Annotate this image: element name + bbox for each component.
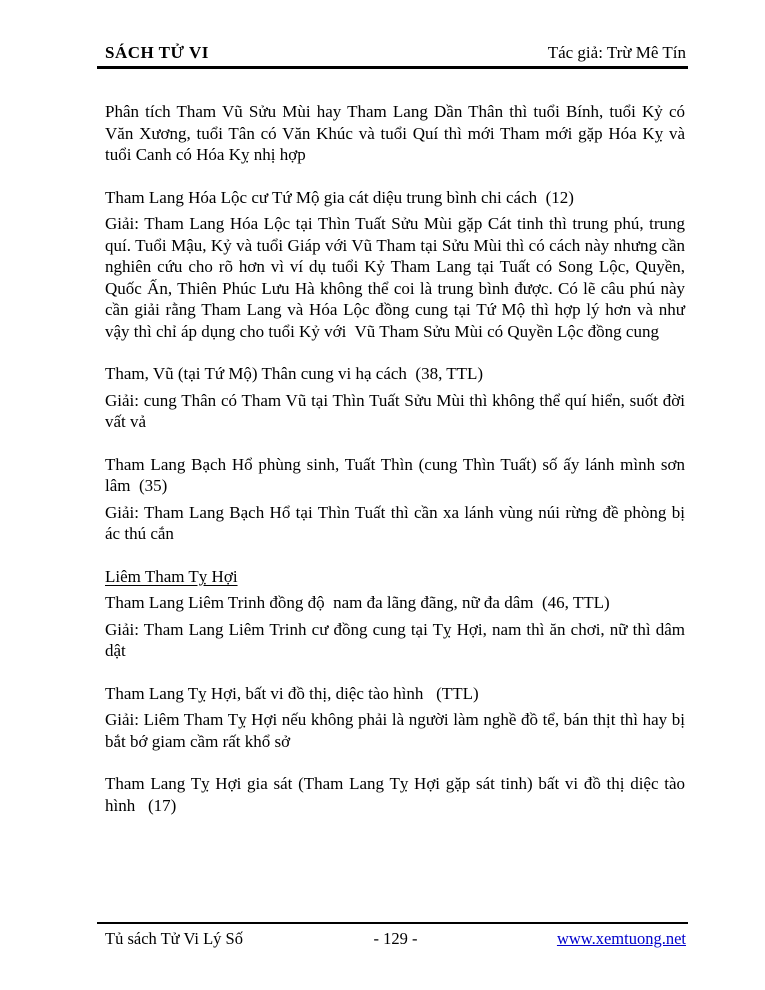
website-link[interactable]: www.xemtuong.net bbox=[556, 929, 687, 948]
giai-paragraph: Giải: Liêm Tham Tỵ Hợi nếu không phải là người làm nghề đồ tể, bán thịt thì hay bị bắt bớ giam cầm rất khổ sở bbox=[105, 710, 690, 751]
giai-paragraph: Giải: Tham Lang Hóa Lộc tại Thìn Tuất Sửu Mùi gặp Cát tinh thì trung phú, trung quí. Tuổi Mậu, Kỷ và tuổi Giáp với Vũ Tham tại Sửu Mùi thì có cách này nhưng cần nghiên cứu cho rõ hơn vì ví dụ tuổi Kỷ Tham Lang tại Tuất có Song Lộc, Quyền, Quốc Ấn, Thiên Phúc Lưu Hà không thể coi là trung bình được. Có lẽ câu phú này cần giải rằng Tham Lang và Hóa Lộc đồng cung tại Tứ Mộ thì hợp lý hơn và như vậy thì chỉ áp dụng cho tuổi Kỷ với Vũ Tham Sửu Mùi có Quyền Lộc đồng cung bbox=[105, 214, 690, 341]
phu-line: Tham, Vũ (tại Tứ Mộ) Thân cung vi hạ cách (38, TTL) bbox=[105, 364, 484, 383]
header-rule bbox=[97, 66, 688, 69]
author-credit: Tác giả: Trừ Mê Tín bbox=[547, 43, 686, 62]
verse-section bbox=[105, 363, 690, 433]
giai-paragraph: Giải: Tham Lang Bạch Hổ tại Thìn Tuất thì cần xa lánh vùng núi rừng đề phòng bị ác thú cắn bbox=[105, 502, 690, 543]
section-heading: Liêm Tham Tỵ Hợi bbox=[105, 566, 238, 586]
verse-section bbox=[105, 454, 690, 545]
intro-paragraph: Phân tích Tham Vũ Sửu Mùi hay Tham Lang Dần Thân thì tuổi Bính, tuổi Kỷ có Văn Xương, tuổi Tân có Văn Khúc và tuổi Quí thì mới Tham mới gặp Hóa Kỵ và tuổi Canh có Hóa Kỵ nhị hợp bbox=[105, 102, 690, 164]
series-title: Tủ sách Tử Vi Lý Số bbox=[105, 929, 243, 948]
phu-line: Tham Lang Tỵ Hợi gia sát (Tham Lang Tỵ Hợi gặp sát tinh) bất vi đồ thị diệc tào hình (17) bbox=[105, 774, 690, 815]
verse-section bbox=[105, 683, 690, 753]
phu-line: Tham Lang Hóa Lộc cư Tứ Mộ gia cát diệu trung bình chi cách (12) bbox=[105, 187, 574, 207]
phu-line: Tham Lang Liêm Trinh đồng độ nam đa lãng đãng, nữ đa dâm (46, TTL) bbox=[105, 593, 610, 612]
header-row bbox=[97, 42, 688, 66]
verse-section bbox=[105, 187, 690, 343]
page-number: - 129 - bbox=[373, 929, 418, 948]
page-header bbox=[97, 42, 688, 69]
verse-section bbox=[105, 773, 690, 816]
page-footer bbox=[97, 922, 688, 949]
phu-line: Tham Lang Bạch Hổ phùng sinh, Tuất Thìn (cung Thìn Tuất) số ấy lánh mình sơn lâm (35) bbox=[105, 454, 690, 495]
giai-paragraph: Giải: cung Thân có Tham Vũ tại Thìn Tuất Sửu Mùi thì không thể quí hiển, suốt đời vất vả bbox=[105, 390, 690, 431]
verse-section bbox=[105, 592, 690, 662]
footer-row bbox=[97, 924, 688, 949]
giai-paragraph: Giải: Tham Lang Liêm Trinh cư đồng cung tại Tỵ Hợi, nam thì ăn chơi, nữ thì dâm dật bbox=[105, 619, 690, 660]
book-title: SÁCH TỬ VI bbox=[105, 43, 209, 62]
page-body bbox=[105, 101, 690, 821]
phu-line: Tham Lang Tỵ Hợi, bất vi đồ thị, diệc tào hình (TTL) bbox=[105, 683, 479, 703]
